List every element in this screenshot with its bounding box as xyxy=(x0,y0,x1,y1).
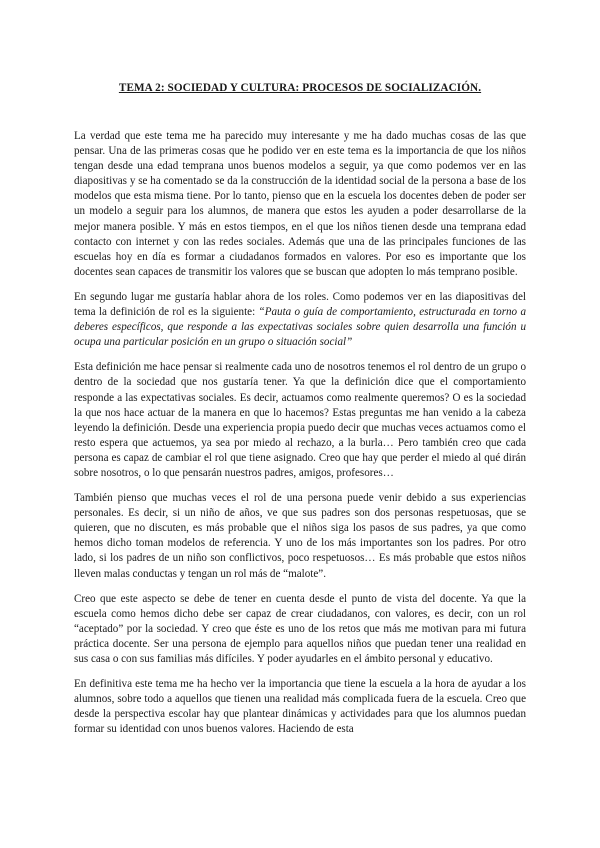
document-body xyxy=(74,129,526,747)
paragraph-3: Esta definición me hace pensar si realmente cada uno de nosotros tenemos el rol dentro de un grupo o dentro de la sociedad que nos gustaría tener. Ya que la definición dice que el comportamiento responde a las expectativas sociales. Es decir, actuamos como realmente queremos? O es la sociedad la que nos hace actuar de la manera en que lo hacemos? Estas preguntas me han venido a la cabeza leyendo la definición. Desde una experiencia propia puedo decir que muchas veces actuamos como el resto espera que actuemos, ya sea por miedo al rechazo, a la burla… Pero también creo que cada persona es capaz de cambiar el rol que tiene asignado. Creo que hay que perder el miedo al qué dirán sobre nosotros, o lo que pensarán nuestros padres, amigos, profesores… xyxy=(74,361,526,479)
paragraph-2-text: En segundo lugar me gustaría hablar ahora de los roles. Como podemos ver en las diapositivas del tema la definición de rol es la siguiente: xyxy=(74,290,526,319)
paragraph-5: Creo que este aspecto se debe de tener en cuenta desde el punto de vista del docente. Ya que la escuela como hemos dicho debe ser capaz de crear ciudadanos, con valores, es decir, con un rol “aceptado” por la sociedad. Y creo que éste es uno de los retos que más me motivan para mi futura práctica docente. Ser una persona de ejemplo para aquellos niños que puedan tener una realidad en sus casa o con sus familias más difíciles. Y poder ayudarles en el ámbito personal y educativo. xyxy=(74,592,526,665)
paragraph-6: En definitiva este tema me ha hecho ver la importancia que tiene la escuela a la hora de ayudar a los alumnos, sobre todo a aquellos que tienen una realidad más complicada fuera de la escuela. Creo que desde la perspectiva escolar hay que plantear dinámicas y actividades para que los alumnos puedan formar su identidad con unos buenos valores. Haciendo de esta xyxy=(74,678,526,736)
paragraph-4: También pienso que muchas veces el rol de una persona puede venir debido a sus experiencias personales. Es decir, si un niño de años, ve que sus padres son dos personas respetuosas, que se quieren, que no discuten, es más probable que el niños siga los pasos de sus padres, ya que como hemos dicho toman modelos de referencia. Y uno de los más importantes son los padres. Por otro lado, si los padres de un niño son conflictivos, poco respetuosos… Es más probable que estos niños lleven malas conductas y tengan un rol más de “malote”. xyxy=(74,492,526,580)
paragraph-1: La verdad que este tema me ha parecido muy interesante y me ha dado muchas cosas de las que pensar. Una de las primeras cosas que he podido ver en este tema es la importancia de que los niños tengan desde una edad temprana unos buenos modelos a seguir, ya que como podemos ver en las diapositivas y se ha comentado se da la construcción de la identidad social de la persona a base de los modelos que esta misma tiene. Por lo tanto, pienso que en la escuela los docentes deben de poder ser un modelo a seguir para los alumnos, de manera que estos les ayuden a poder desarrollarse de la mejor manera posible. Y más en estos tiempos, en el que los niños tienen desde una temprana edad contacto con internet y con las redes sociales. Además que una de las principales funciones de las escuelas hoy en día es formar a ciudadanos formados en valores. Por eso es importante que los docentes sean capaces de transmitir los valores que se buscan que adopten lo más temprano posible. xyxy=(74,130,526,278)
document-title: TEMA 2: SOCIEDAD Y CULTURA: PROCESOS DE SOCIALIZACIÓN. xyxy=(118,82,482,94)
paragraph-2 xyxy=(74,290,526,350)
role-definition-quote: “Pauta o guía de comportamiento, estructurada en torno a deberes específicos, que responde a las expectativas sociales sobre quien desarrolla una función u ocupa una particular posición en un grupo o situación social” xyxy=(74,306,526,349)
